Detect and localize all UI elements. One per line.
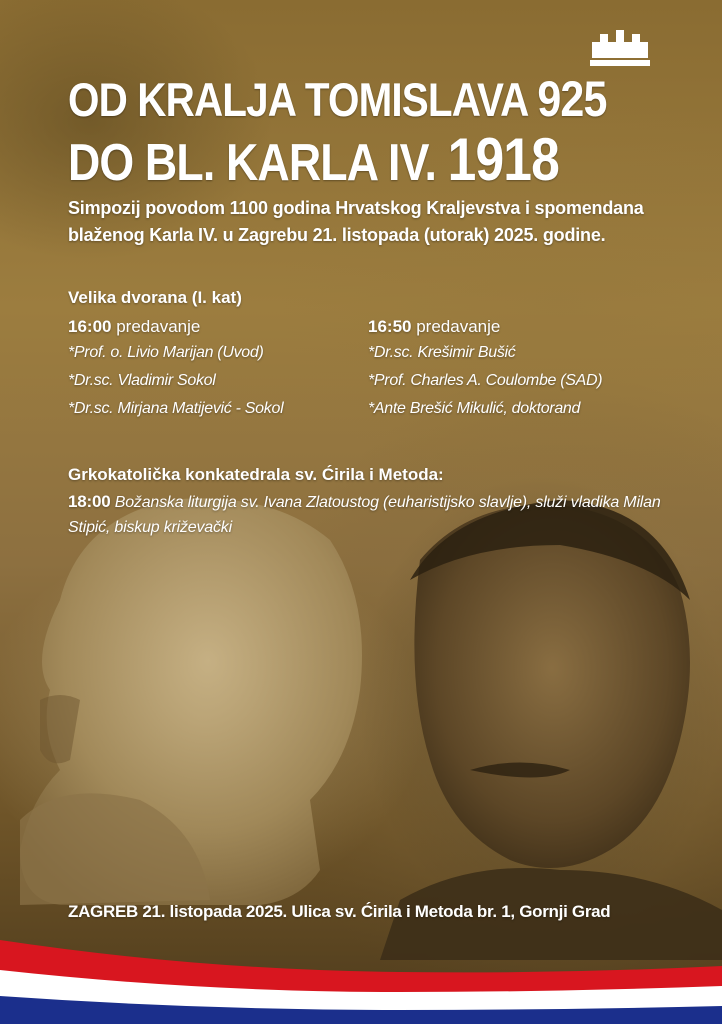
speaker: *Prof. Charles A. Coulombe (SAD) xyxy=(368,372,603,389)
session-1-label: predavanje xyxy=(116,317,201,336)
title-line-1 xyxy=(68,71,607,127)
speaker: *Ante Brešić Mikulić, doktorand xyxy=(368,400,581,417)
session-2-label: predavanje xyxy=(416,317,501,336)
title-line-2-text: DO BL. KARLA IV. xyxy=(68,134,437,192)
subtitle: Simpozij povodom 1100 godina Hrvatskog Kraljevstva i spomendana blaženog Karla IV. u Zagrebu 21. listopada (utorak) 2025. godine. xyxy=(68,198,644,245)
footer-address: ZAGREB 21. listopada 2025. Ulica sv. Ćirila i Metoda br. 1, Gornji Grad xyxy=(68,902,611,921)
session-1-time: 16:00 xyxy=(68,317,112,336)
title-year-925: 925 xyxy=(537,71,607,127)
tricolour-flag-wave xyxy=(0,930,722,1024)
session-1-header xyxy=(68,314,368,339)
liturgy-description: Božanska liturgija sv. Ivana Zlatoustog (euharistijsko slavlje), služi vladika Milan Stipić, biskup križevački xyxy=(68,494,661,536)
title-year-1918: 1918 xyxy=(447,126,559,193)
church-heading: Grkokatolička konkatedrala sv. Ćirila i Metoda: xyxy=(68,465,444,484)
hall-heading: Velika dvorana (I. kat) xyxy=(68,288,242,307)
title-line-2 xyxy=(68,126,559,193)
speaker: *Dr.sc. Mirjana Matijević - Sokol xyxy=(68,400,284,417)
speaker: *Prof. o. Livio Marijan (Uvod) xyxy=(68,344,264,361)
liturgy-time: 18:00 xyxy=(68,492,111,511)
speaker: *Dr.sc. Krešimir Bušić xyxy=(368,344,516,361)
session-2-header xyxy=(368,314,668,339)
liturgy-info xyxy=(68,489,698,540)
speaker: *Dr.sc. Vladimir Sokol xyxy=(68,372,216,389)
session-1 xyxy=(68,314,368,423)
session-2 xyxy=(368,314,668,423)
title-line-1-text: OD KRALJA TOMISLAVA xyxy=(68,73,527,126)
crown-icon xyxy=(588,28,652,68)
session-2-time: 16:50 xyxy=(368,317,412,336)
